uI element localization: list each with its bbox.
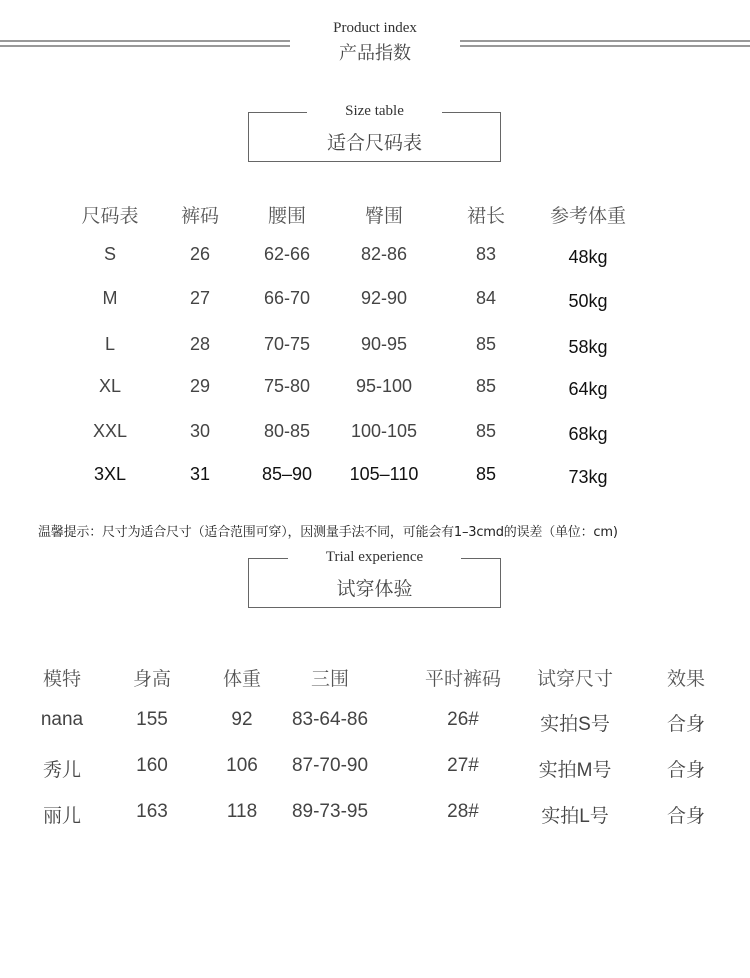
header-title-zh: 产品指数 (339, 43, 411, 64)
trial-cell-r2-c1: 163 (136, 801, 168, 822)
size-cell-r3-c5: 64kg (568, 379, 608, 399)
trial-cell-r2-c4: 28# (447, 801, 479, 822)
trial-cell-r1-c1: 160 (136, 755, 168, 776)
trial-cell-r0-c3: 83-64-86 (291, 709, 369, 730)
size-cell-r3-c4: 85 (475, 376, 497, 396)
size-header-5: 参考体重 (549, 205, 626, 227)
size-header-3: 臀围 (364, 205, 403, 227)
trial-header-3: 三围 (310, 668, 349, 690)
size-cell-r3-c3: 95-100 (355, 376, 413, 396)
size-cell-r1-c1: 27 (189, 288, 211, 308)
size-cell-r1-c5: 50kg (568, 291, 608, 311)
size-cell-r5-c4: 85 (475, 464, 497, 484)
trial-cell-r0-c6: 合身 (666, 714, 705, 735)
trial-cell-r2-c2: 118 (226, 801, 258, 822)
size-notice: 温馨提示：尺寸为适合尺寸（适合范围可穿），因测量手法不同，可能会有1–3cmd的误差（单位：cm) (38, 525, 618, 540)
size-cell-r4-c2: 80-85 (263, 421, 311, 441)
size-cell-r2-c2: 70-75 (263, 334, 311, 354)
size-cell-r4-c1: 30 (189, 421, 211, 441)
size-cell-r2-c1: 28 (189, 334, 211, 354)
size-cell-r0-c1: 26 (189, 244, 211, 264)
size-cell-r0-c4: 83 (475, 244, 497, 264)
trial-header-5: 试穿尺寸 (536, 668, 613, 690)
size-table-title-box (248, 103, 501, 162)
trial-title-en: Trial experience (288, 549, 461, 565)
trial-cell-r0-c1: 155 (136, 709, 168, 730)
size-header-4: 裙长 (466, 205, 505, 227)
size-cell-r4-c4: 85 (475, 421, 497, 441)
size-cell-r3-c1: 29 (189, 376, 211, 396)
size-cell-r5-c2: 85–90 (261, 464, 313, 484)
trial-title-zh: 试穿体验 (336, 578, 413, 600)
size-cell-r1-c0: M (102, 288, 118, 308)
size-cell-r2-c5: 58kg (568, 337, 608, 357)
trial-cell-r2-c5: 实拍L号 (541, 806, 609, 827)
trial-cell-r0-c5: 实拍S号 (540, 714, 610, 735)
size-header-0: 尺码表 (81, 205, 139, 227)
size-cell-r3-c2: 75-80 (263, 376, 311, 396)
size-cell-r0-c3: 82-86 (360, 244, 408, 264)
size-cell-r1-c4: 84 (475, 288, 497, 308)
trial-header-0: 模特 (42, 668, 81, 690)
trial-cell-r1-c2: 106 (226, 755, 258, 776)
trial-cell-r1-c0: 秀儿 (42, 760, 81, 781)
size-cell-r5-c5: 73kg (568, 467, 608, 487)
size-cell-r5-c1: 31 (189, 464, 211, 484)
size-cell-r0-c5: 48kg (568, 247, 608, 267)
size-cell-r4-c0: XXL (92, 421, 128, 441)
size-cell-r2-c3: 90-95 (360, 334, 408, 354)
trial-header-6: 效果 (666, 668, 705, 690)
size-cell-r0-c0: S (103, 244, 116, 264)
header-title-en: Product index (333, 20, 417, 36)
size-table-title-zh: 适合尺码表 (326, 132, 422, 154)
trial-cell-r0-c0: nana (40, 709, 84, 730)
size-cell-r1-c3: 92-90 (360, 288, 408, 308)
size-cell-r3-c0: XL (98, 376, 122, 396)
size-cell-r5-c3: 105–110 (349, 464, 419, 484)
trial-cell-r1-c3: 87-70-90 (291, 755, 369, 776)
trial-header-1: 身高 (132, 668, 171, 690)
size-cell-r1-c2: 66-70 (263, 288, 311, 308)
trial-cell-r0-c2: 92 (231, 709, 253, 730)
trial-header-4: 平时裤码 (424, 668, 501, 690)
trial-cell-r2-c0: 丽儿 (42, 806, 81, 827)
trial-header-2: 体重 (222, 668, 261, 690)
trial-title-box (248, 549, 501, 608)
trial-cell-r2-c6: 合身 (666, 806, 705, 827)
trial-cell-r1-c6: 合身 (666, 760, 705, 781)
size-table-title-en: Size table (307, 103, 442, 119)
size-cell-r4-c5: 68kg (568, 424, 608, 444)
size-header-2: 腰围 (267, 205, 306, 227)
trial-cell-r2-c3: 89-73-95 (291, 801, 369, 822)
trial-cell-r1-c5: 实拍M号 (538, 760, 612, 781)
size-cell-r2-c4: 85 (475, 334, 497, 354)
trial-cell-r0-c4: 26# (447, 709, 479, 730)
size-cell-r4-c3: 100-105 (350, 421, 418, 441)
size-header-1: 裤码 (180, 205, 219, 227)
size-cell-r2-c0: L (104, 334, 115, 354)
trial-cell-r1-c4: 27# (447, 755, 479, 776)
size-cell-r0-c2: 62-66 (263, 244, 311, 264)
size-cell-r5-c0: 3XL (93, 464, 127, 484)
